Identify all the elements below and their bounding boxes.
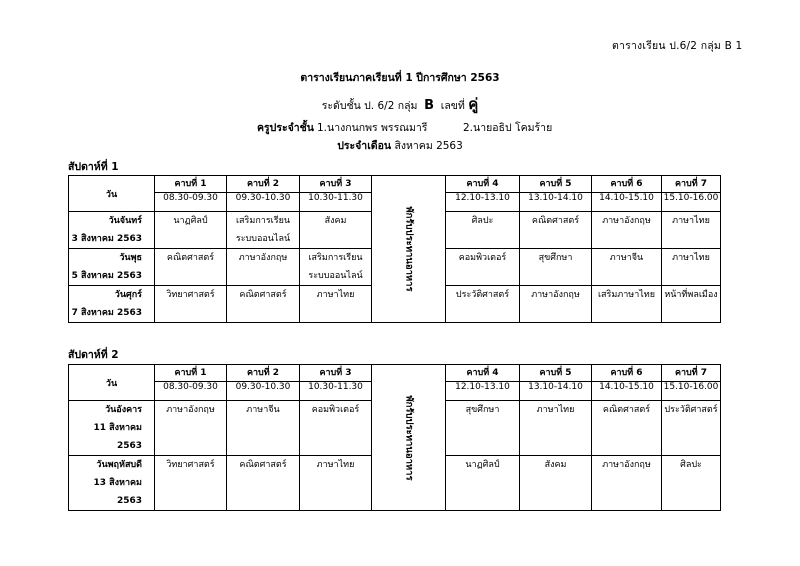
period-header: คาบที่ 7 [662,365,721,382]
class-level-line [0,92,800,116]
subject-cell [300,286,372,323]
subject-cell [446,456,520,511]
week-2-label: สัปดาห์ที่ 2 [68,349,119,361]
subject-cell [520,286,592,323]
subject-name: ภาษาไทย [672,253,710,263]
page-header: ตารางเรียน ป.6/2 กลุ่ม B 1 [612,40,743,52]
period-header: คาบที่ 6 [592,176,662,193]
document-title: ตารางเรียนภาคเรียนที่ 1 ปีการศึกษา 2563 [300,72,500,84]
subject-name: ภาษาไทย [316,290,355,300]
subject-cell [227,249,300,286]
period-time: 13.10-14.10 [520,193,592,212]
subject-name: คณิตศาสตร์ [239,290,287,300]
day-name: วันพฤหัสบดี [96,460,142,470]
period-time: 10.30-11.30 [300,193,372,212]
level-prefix: ระดับชั้น ป. 6/2 กลุ่ม [321,100,418,112]
group-letter: B [424,98,435,113]
subject-name: ภาษาอังกฤษ [531,290,580,300]
subject-name: เสริมการเรียน [308,253,363,263]
subject-name: คอมพิวเตอร์ [458,253,507,263]
period-time: 10.30-11.30 [300,382,372,401]
lunch-break-column [372,176,446,323]
subject-cell [300,401,372,456]
day-cell [69,212,155,249]
parity-value: คู่ [468,95,479,113]
period-time: 08.30-09.30 [155,193,227,212]
subject-cell [300,212,372,249]
period-header: คาบที่ 1 [155,365,227,382]
subject-name: ภาษาอังกฤษ [166,405,215,415]
teacher-1: 1.นางกนกพร พรรณมารี [317,122,428,134]
period-header: คาบที่ 4 [446,176,520,193]
day-cell [69,249,155,286]
day-cell [69,456,155,511]
subject-cell [155,401,227,456]
subject-cell [592,249,662,286]
period-time: 15.10-16.00 [662,382,721,401]
subject-name: เสริมการเรียน [235,216,290,226]
subject-name: ภาษาไทย [672,216,710,226]
subject-cell [592,401,662,456]
subject-name: วิทยาศาสตร์ [166,460,215,470]
subject-cell [446,249,520,286]
subject-name: ภาษาอังกฤษ [602,460,651,470]
subject-name: ภาษาจีน [609,253,644,263]
period-time: 09.30-10.30 [227,193,300,212]
subject-cell [592,212,662,249]
month-line [0,137,800,154]
subject-cell [227,401,300,456]
period-header: คาบที่ 4 [446,365,520,382]
subject-name: สังคม [544,460,567,470]
subject-cell [446,401,520,456]
day-column-header: วัน [69,365,155,401]
subject-name: ประวัติศาสตร์ [455,290,510,300]
day-name: วันอังคาร [105,405,142,415]
teachers-label: ครูประจำชั้น [257,122,314,134]
subject-cell [155,456,227,511]
teacher-2: 2.นายอธิป โคมร้าย [463,122,553,134]
number-label: เลขที่ [440,100,465,112]
subject-name: เสริมภาษาไทย [597,290,656,300]
day-date: 13 สิงหาคม 2563 [93,478,142,506]
subject-name: ภาษาอังกฤษ [238,253,288,263]
period-time: 08.30-09.30 [155,382,227,401]
subject-cell [662,456,721,511]
subject-name: วิทยาศาสตร์ [166,290,215,300]
day-name: วันศุกร์ [114,290,142,300]
period-header: คาบที่ 3 [300,365,372,382]
subject-name: นาฏศิลป์ [173,216,208,226]
lunch-break-label: พักรับประทานอาหาร [403,206,414,292]
day-cell [69,286,155,323]
subject-name: คณิตศาสตร์ [531,216,580,226]
subject-cell [520,249,592,286]
subject-cell [155,286,227,323]
day-cell [69,401,155,456]
subject-cell [592,286,662,323]
subject-cell [227,212,300,249]
subject-cell [662,286,721,323]
subject-name: ภาษาจีน [246,405,280,415]
period-time: 12.10-13.10 [446,193,520,212]
day-name: วันพุธ [119,253,142,263]
subject-cell [520,456,592,511]
subject-name: ภาษาไทย [316,460,355,470]
day-date: 7 สิงหาคม 2563 [71,308,142,318]
subject-name: คอมพิวเตอร์ [311,405,360,415]
subject-cell [155,249,227,286]
day-date: 5 สิงหาคม 2563 [71,271,142,281]
subject-name: คณิตศาสตร์ [602,405,651,415]
subject-name: คณิตศาสตร์ [239,460,287,470]
period-header: คาบที่ 5 [520,365,592,382]
period-time: 15.10-16.00 [662,193,721,212]
subject-name: สุขศึกษา [465,405,500,415]
month-value: สิงหาคม 2563 [394,140,463,152]
subject-cell [300,249,372,286]
subject-cell [227,286,300,323]
subject-name: ศิลปะ [471,216,494,226]
subject-cell [446,212,520,249]
period-time: 14.10-15.10 [592,382,662,401]
lunch-break-label: พักรับประทานอาหาร [403,394,414,481]
subject-cell [662,212,721,249]
subject-cell [520,401,592,456]
subject-name: ศิลปะ [680,460,702,470]
subject-name: สุขศึกษา [538,253,573,263]
subject-name: นาฏศิลป์ [465,460,500,470]
lunch-break-column [372,365,446,511]
subject-name: ภาษาไทย [536,405,575,415]
subject-name: หน้าที่พลเมือง [664,290,718,300]
day-date: 3 สิงหาคม 2563 [71,234,142,244]
period-header: คาบที่ 2 [227,176,300,193]
subject-cell [520,212,592,249]
subject-name: คณิตศาสตร์ [166,253,215,263]
subject-name: ภาษาอังกฤษ [602,216,651,226]
subject-cell [227,456,300,511]
month-label: ประจำเดือน [337,140,392,152]
day-name: วันจันทร์ [108,216,142,226]
week-2-timetable [68,364,721,511]
subject-name: ระบบออนไลน์ [235,234,291,244]
period-header: คาบที่ 2 [227,365,300,382]
week-1-label: สัปดาห์ที่ 1 [68,161,119,173]
period-time: 12.10-13.10 [446,382,520,401]
subject-name: ประวัติศาสตร์ [664,405,718,415]
subject-name: สังคม [324,216,347,226]
week-1-timetable [68,175,721,323]
period-time: 14.10-15.10 [592,193,662,212]
subject-cell [592,456,662,511]
period-header: คาบที่ 1 [155,176,227,193]
period-header: คาบที่ 7 [662,176,721,193]
subject-cell [300,456,372,511]
period-header: คาบที่ 5 [520,176,592,193]
period-time: 09.30-10.30 [227,382,300,401]
subject-cell [662,401,721,456]
subject-cell [155,212,227,249]
day-date: 11 สิงหาคม 2563 [93,423,142,451]
period-header: คาบที่ 6 [592,365,662,382]
subject-cell [446,286,520,323]
period-time: 13.10-14.10 [520,382,592,401]
day-column-header: วัน [69,176,155,212]
subject-cell [662,249,721,286]
subject-name: ระบบออนไลน์ [308,271,363,281]
period-header: คาบที่ 3 [300,176,372,193]
